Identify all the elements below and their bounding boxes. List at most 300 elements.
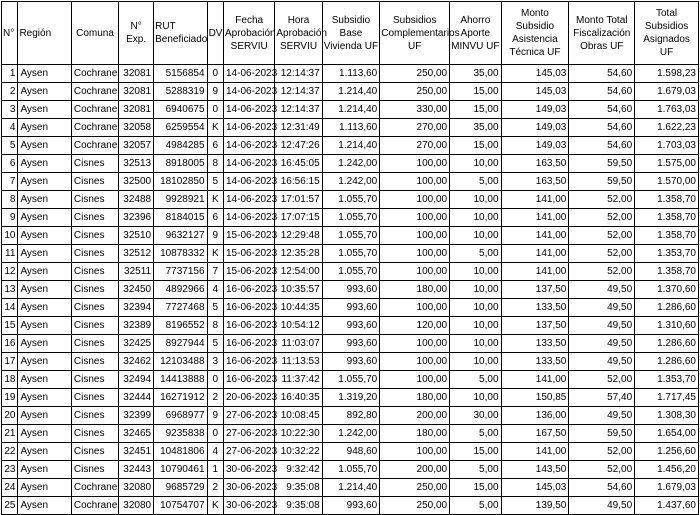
cell-n: 18: [2, 371, 18, 389]
cell-total: 1.370,60: [635, 281, 699, 299]
cell-ahorro: 10,00: [450, 191, 501, 209]
table-row: [2, 407, 699, 425]
cell-total: 1.575,00: [635, 155, 699, 173]
cell-hora: 10:44:35: [275, 299, 322, 317]
cell-hora: 12:14:37: [275, 83, 322, 101]
cell-fecha: 27-06-2023: [224, 443, 275, 461]
cell-total: 1.679,03: [635, 479, 699, 497]
cell-fisc: 52,00: [569, 263, 635, 281]
cell-ahorro: 10,00: [450, 227, 501, 245]
cell-n: 19: [2, 389, 18, 407]
cell-asist: 141,00: [501, 227, 569, 245]
cell-fisc: 49,50: [569, 299, 635, 317]
header-comuna: Comuna: [71, 2, 118, 65]
cell-n: 24: [2, 479, 18, 497]
table-row: [2, 281, 699, 299]
cell-compl: 100,00: [380, 155, 450, 173]
cell-total: 1.358,70: [635, 209, 699, 227]
cell-comuna: Cisnes: [71, 191, 118, 209]
cell-hora: 12:47:26: [275, 137, 322, 155]
cell-comuna: Cisnes: [71, 335, 118, 353]
cell-comuna: Cochrane: [71, 479, 118, 497]
cell-total: 1.308,30: [635, 407, 699, 425]
cell-exp: 32389: [119, 317, 154, 335]
cell-asist: 136,00: [501, 407, 569, 425]
cell-fecha: 14-06-2023: [224, 209, 275, 227]
cell-ahorro: 15,00: [450, 137, 501, 155]
cell-asist: 137,50: [501, 317, 569, 335]
cell-ahorro: 15,00: [450, 101, 501, 119]
cell-ahorro: 10,00: [450, 155, 501, 173]
header-ahorro: Ahorro Aporte MINVU UF: [450, 2, 501, 65]
cell-dv: 9: [207, 227, 223, 245]
cell-total: 1.456,20: [635, 461, 699, 479]
cell-fisc: 49,50: [569, 497, 635, 515]
cell-total: 1.353,70: [635, 245, 699, 263]
cell-n: 20: [2, 407, 18, 425]
cell-ahorro: 30,00: [450, 407, 501, 425]
cell-fecha: 14-06-2023: [224, 191, 275, 209]
cell-total: 1.310,60: [635, 317, 699, 335]
cell-n: 3: [2, 101, 18, 119]
cell-compl: 250,00: [380, 497, 450, 515]
cell-region: Aysen: [18, 425, 71, 443]
cell-exp: 32396: [119, 209, 154, 227]
cell-exp: 32425: [119, 335, 154, 353]
cell-n: 15: [2, 317, 18, 335]
cell-base: 1.214,40: [322, 479, 380, 497]
cell-asist: 141,00: [501, 371, 569, 389]
cell-dv: 0: [207, 425, 223, 443]
cell-fecha: 15-06-2023: [224, 245, 275, 263]
cell-fecha: 30-06-2023: [224, 461, 275, 479]
cell-compl: 180,00: [380, 425, 450, 443]
cell-total: 1.286,60: [635, 299, 699, 317]
cell-region: Aysen: [18, 389, 71, 407]
cell-n: 4: [2, 119, 18, 137]
cell-rut: 18102850: [154, 173, 207, 191]
cell-exp: 32451: [119, 443, 154, 461]
cell-hora: 17:01:57: [275, 191, 322, 209]
cell-asist: 145,03: [501, 65, 569, 83]
cell-fecha: 16-06-2023: [224, 335, 275, 353]
cell-dv: 5: [207, 335, 223, 353]
cell-rut: 8184015: [154, 209, 207, 227]
cell-hora: 16:56:15: [275, 173, 322, 191]
cell-comuna: Cisnes: [71, 173, 118, 191]
header-row: [2, 2, 699, 65]
cell-hora: 10:54:12: [275, 317, 322, 335]
cell-rut: 6259554: [154, 119, 207, 137]
cell-region: Aysen: [18, 191, 71, 209]
cell-rut: 4984285: [154, 137, 207, 155]
cell-compl: 180,00: [380, 389, 450, 407]
cell-region: Aysen: [18, 209, 71, 227]
cell-total: 1.763,03: [635, 101, 699, 119]
cell-compl: 100,00: [380, 353, 450, 371]
cell-dv: 5: [207, 173, 223, 191]
cell-compl: 270,00: [380, 137, 450, 155]
cell-asist: 137,50: [501, 281, 569, 299]
cell-region: Aysen: [18, 101, 71, 119]
cell-rut: 5156854: [154, 65, 207, 83]
cell-hora: 9:35:08: [275, 479, 322, 497]
cell-compl: 330,00: [380, 101, 450, 119]
cell-asist: 145,03: [501, 479, 569, 497]
cell-n: 23: [2, 461, 18, 479]
cell-region: Aysen: [18, 227, 71, 245]
cell-exp: 32511: [119, 263, 154, 281]
cell-base: 1.242,00: [322, 173, 380, 191]
cell-n: 21: [2, 425, 18, 443]
cell-exp: 32394: [119, 299, 154, 317]
cell-fecha: 14-06-2023: [224, 101, 275, 119]
cell-rut: 8927944: [154, 335, 207, 353]
table-row: [2, 263, 699, 281]
cell-dv: 0: [207, 101, 223, 119]
cell-asist: 141,00: [501, 263, 569, 281]
cell-asist: 149,03: [501, 137, 569, 155]
cell-total: 1.353,70: [635, 371, 699, 389]
cell-fecha: 14-06-2023: [224, 137, 275, 155]
cell-n: 17: [2, 353, 18, 371]
cell-region: Aysen: [18, 443, 71, 461]
cell-fecha: 16-06-2023: [224, 317, 275, 335]
cell-compl: 100,00: [380, 299, 450, 317]
cell-ahorro: 10,00: [450, 353, 501, 371]
cell-n: 16: [2, 335, 18, 353]
table-row: [2, 299, 699, 317]
cell-region: Aysen: [18, 335, 71, 353]
cell-exp: 32081: [119, 101, 154, 119]
cell-fisc: 52,00: [569, 191, 635, 209]
cell-exp: 32444: [119, 389, 154, 407]
cell-n: 10: [2, 227, 18, 245]
cell-fisc: 52,00: [569, 209, 635, 227]
cell-n: 12: [2, 263, 18, 281]
header-base: Subsidio Base Vivienda UF: [322, 2, 380, 65]
cell-asist: 133,50: [501, 299, 569, 317]
cell-total: 1.654,00: [635, 425, 699, 443]
header-dv: DV: [207, 2, 223, 65]
cell-dv: K: [207, 497, 223, 515]
cell-dv: 3: [207, 353, 223, 371]
cell-hora: 10:22:30: [275, 425, 322, 443]
table-row: [2, 497, 699, 515]
cell-compl: 180,00: [380, 281, 450, 299]
cell-fisc: 52,00: [569, 371, 635, 389]
cell-asist: 141,00: [501, 209, 569, 227]
cell-exp: 32058: [119, 119, 154, 137]
table-row: [2, 65, 699, 83]
cell-ahorro: 15,00: [450, 443, 501, 461]
cell-ahorro: 5,00: [450, 425, 501, 443]
cell-asist: 141,00: [501, 443, 569, 461]
cell-hora: 11:03:07: [275, 335, 322, 353]
cell-asist: 141,00: [501, 245, 569, 263]
cell-fecha: 30-06-2023: [224, 497, 275, 515]
cell-exp: 32462: [119, 353, 154, 371]
cell-ahorro: 5,00: [450, 173, 501, 191]
cell-fecha: 30-06-2023: [224, 479, 275, 497]
cell-comuna: Cochrane: [71, 83, 118, 101]
cell-fisc: 52,00: [569, 461, 635, 479]
cell-comuna: Cisnes: [71, 389, 118, 407]
cell-comuna: Cochrane: [71, 101, 118, 119]
cell-n: 5: [2, 137, 18, 155]
cell-total: 1.286,60: [635, 335, 699, 353]
cell-fisc: 54,60: [569, 137, 635, 155]
cell-n: 6: [2, 155, 18, 173]
cell-region: Aysen: [18, 281, 71, 299]
cell-ahorro: 35,00: [450, 65, 501, 83]
header-n: N°: [2, 2, 18, 65]
cell-asist: 139,50: [501, 497, 569, 515]
cell-base: 993,60: [322, 281, 380, 299]
table-row: [2, 191, 699, 209]
cell-base: 1.113,60: [322, 119, 380, 137]
cell-fisc: 59,50: [569, 155, 635, 173]
cell-dv: 8: [207, 317, 223, 335]
cell-region: Aysen: [18, 245, 71, 263]
cell-asist: 167,50: [501, 425, 569, 443]
cell-fecha: 27-06-2023: [224, 407, 275, 425]
table-row: [2, 101, 699, 119]
cell-fecha: 16-06-2023: [224, 299, 275, 317]
cell-n: 2: [2, 83, 18, 101]
cell-fisc: 49,50: [569, 281, 635, 299]
cell-asist: 163,50: [501, 155, 569, 173]
cell-compl: 100,00: [380, 263, 450, 281]
cell-compl: 100,00: [380, 245, 450, 263]
cell-exp: 32081: [119, 83, 154, 101]
cell-asist: 145,03: [501, 83, 569, 101]
cell-dv: 6: [207, 209, 223, 227]
cell-fisc: 57,40: [569, 389, 635, 407]
cell-compl: 100,00: [380, 443, 450, 461]
cell-hora: 9:35:08: [275, 497, 322, 515]
cell-rut: 8196552: [154, 317, 207, 335]
cell-n: 9: [2, 209, 18, 227]
cell-exp: 32465: [119, 425, 154, 443]
cell-exp: 32488: [119, 191, 154, 209]
cell-fecha: 16-06-2023: [224, 353, 275, 371]
cell-exp: 32500: [119, 173, 154, 191]
table-row: [2, 443, 699, 461]
cell-fisc: 52,00: [569, 443, 635, 461]
cell-compl: 270,00: [380, 119, 450, 137]
cell-comuna: Cisnes: [71, 443, 118, 461]
cell-total: 1.286,60: [635, 353, 699, 371]
cell-base: 1.214,40: [322, 83, 380, 101]
header-total: Total Subsidios Asignados UF: [635, 2, 699, 65]
cell-asist: 149,03: [501, 101, 569, 119]
cell-fisc: 59,50: [569, 173, 635, 191]
cell-comuna: Cisnes: [71, 281, 118, 299]
table-row: [2, 227, 699, 245]
cell-comuna: Cisnes: [71, 227, 118, 245]
cell-fisc: 49,50: [569, 407, 635, 425]
header-fecha: Fecha Aprobación SERVIU: [224, 2, 275, 65]
cell-fecha: 14-06-2023: [224, 119, 275, 137]
cell-rut: 14413888: [154, 371, 207, 389]
cell-ahorro: 15,00: [450, 479, 501, 497]
cell-comuna: Cisnes: [71, 461, 118, 479]
cell-dv: 6: [207, 137, 223, 155]
cell-total: 1.703,03: [635, 137, 699, 155]
cell-rut: 12103488: [154, 353, 207, 371]
header-rut: RUT Beneficiado: [154, 2, 207, 65]
cell-fisc: 54,60: [569, 101, 635, 119]
cell-base: 993,60: [322, 353, 380, 371]
cell-fecha: 27-06-2023: [224, 425, 275, 443]
header-compl: Subsidios Complementarios UF: [380, 2, 450, 65]
cell-ahorro: 10,00: [450, 317, 501, 335]
cell-rut: 16271912: [154, 389, 207, 407]
cell-fecha: 16-06-2023: [224, 281, 275, 299]
cell-ahorro: 10,00: [450, 389, 501, 407]
cell-fisc: 49,50: [569, 335, 635, 353]
cell-ahorro: 10,00: [450, 335, 501, 353]
cell-ahorro: 10,00: [450, 281, 501, 299]
header-asist: Monto Subsidio Asistencia Técnica UF: [501, 2, 569, 65]
cell-region: Aysen: [18, 371, 71, 389]
cell-hora: 12:35:28: [275, 245, 322, 263]
cell-rut: 9632127: [154, 227, 207, 245]
cell-base: 993,60: [322, 497, 380, 515]
cell-n: 7: [2, 173, 18, 191]
table-row: [2, 371, 699, 389]
cell-compl: 250,00: [380, 479, 450, 497]
cell-region: Aysen: [18, 137, 71, 155]
cell-comuna: Cisnes: [71, 299, 118, 317]
cell-ahorro: 10,00: [450, 209, 501, 227]
cell-asist: 150,85: [501, 389, 569, 407]
cell-exp: 32513: [119, 155, 154, 173]
cell-rut: 10481806: [154, 443, 207, 461]
cell-fecha: 15-06-2023: [224, 263, 275, 281]
cell-comuna: Cochrane: [71, 137, 118, 155]
cell-fisc: 54,60: [569, 65, 635, 83]
cell-base: 1.055,70: [322, 191, 380, 209]
cell-rut: 9685729: [154, 479, 207, 497]
cell-fisc: 52,00: [569, 245, 635, 263]
cell-exp: 32512: [119, 245, 154, 263]
cell-total: 1.437,60: [635, 497, 699, 515]
cell-rut: 5288319: [154, 83, 207, 101]
cell-base: 1.055,70: [322, 227, 380, 245]
cell-dv: 2: [207, 389, 223, 407]
cell-rut: 9928921: [154, 191, 207, 209]
cell-dv: 9: [207, 407, 223, 425]
cell-compl: 100,00: [380, 173, 450, 191]
table-row: [2, 461, 699, 479]
cell-dv: 0: [207, 65, 223, 83]
cell-region: Aysen: [18, 407, 71, 425]
cell-dv: 4: [207, 443, 223, 461]
cell-region: Aysen: [18, 173, 71, 191]
cell-base: 1.055,70: [322, 263, 380, 281]
cell-hora: 17:07:15: [275, 209, 322, 227]
cell-n: 11: [2, 245, 18, 263]
cell-region: Aysen: [18, 497, 71, 515]
cell-fecha: 14-06-2023: [224, 155, 275, 173]
cell-exp: 32450: [119, 281, 154, 299]
cell-comuna: Cochrane: [71, 65, 118, 83]
cell-ahorro: 10,00: [450, 299, 501, 317]
cell-dv: 4: [207, 281, 223, 299]
table-row: [2, 137, 699, 155]
cell-total: 1.358,70: [635, 227, 699, 245]
cell-region: Aysen: [18, 461, 71, 479]
cell-base: 1.214,40: [322, 137, 380, 155]
cell-ahorro: 35,00: [450, 119, 501, 137]
cell-exp: 32443: [119, 461, 154, 479]
cell-dv: 5: [207, 299, 223, 317]
cell-base: 892,80: [322, 407, 380, 425]
table-row: [2, 353, 699, 371]
cell-n: 14: [2, 299, 18, 317]
cell-fisc: 59,50: [569, 425, 635, 443]
cell-comuna: Cisnes: [71, 263, 118, 281]
cell-hora: 16:45:05: [275, 155, 322, 173]
cell-compl: 200,00: [380, 407, 450, 425]
cell-asist: 133,50: [501, 353, 569, 371]
cell-comuna: Cochrane: [71, 119, 118, 137]
cell-hora: 11:37:42: [275, 371, 322, 389]
table-body: [2, 65, 699, 515]
cell-hora: 10:08:45: [275, 407, 322, 425]
cell-exp: 32510: [119, 227, 154, 245]
cell-rut: 6968977: [154, 407, 207, 425]
cell-comuna: Cisnes: [71, 155, 118, 173]
header-hora: Hora Aprobación SERVIU: [275, 2, 322, 65]
cell-rut: 10790461: [154, 461, 207, 479]
cell-exp: 32057: [119, 137, 154, 155]
table-row: [2, 173, 699, 191]
cell-rut: 9235838: [154, 425, 207, 443]
cell-base: 1.242,00: [322, 155, 380, 173]
cell-fecha: 20-06-2023: [224, 389, 275, 407]
cell-comuna: Cisnes: [71, 245, 118, 263]
cell-fecha: 14-06-2023: [224, 173, 275, 191]
cell-base: 948,60: [322, 443, 380, 461]
cell-dv: 8: [207, 155, 223, 173]
cell-hora: 10:32:22: [275, 443, 322, 461]
table-row: [2, 479, 699, 497]
cell-exp: 32494: [119, 371, 154, 389]
table-row: [2, 389, 699, 407]
cell-asist: 149,03: [501, 119, 569, 137]
cell-compl: 100,00: [380, 191, 450, 209]
table-row: [2, 83, 699, 101]
cell-hora: 11:13:53: [275, 353, 322, 371]
cell-fisc: 52,00: [569, 227, 635, 245]
cell-exp: 32080: [119, 497, 154, 515]
cell-compl: 100,00: [380, 335, 450, 353]
cell-exp: 32080: [119, 479, 154, 497]
cell-fecha: 15-06-2023: [224, 227, 275, 245]
cell-hora: 12:29:48: [275, 227, 322, 245]
table-row: [2, 335, 699, 353]
table-row: [2, 425, 699, 443]
cell-total: 1.622,23: [635, 119, 699, 137]
cell-comuna: Cisnes: [71, 425, 118, 443]
cell-asist: 143,50: [501, 461, 569, 479]
cell-compl: 250,00: [380, 65, 450, 83]
cell-n: 1: [2, 65, 18, 83]
cell-region: Aysen: [18, 263, 71, 281]
